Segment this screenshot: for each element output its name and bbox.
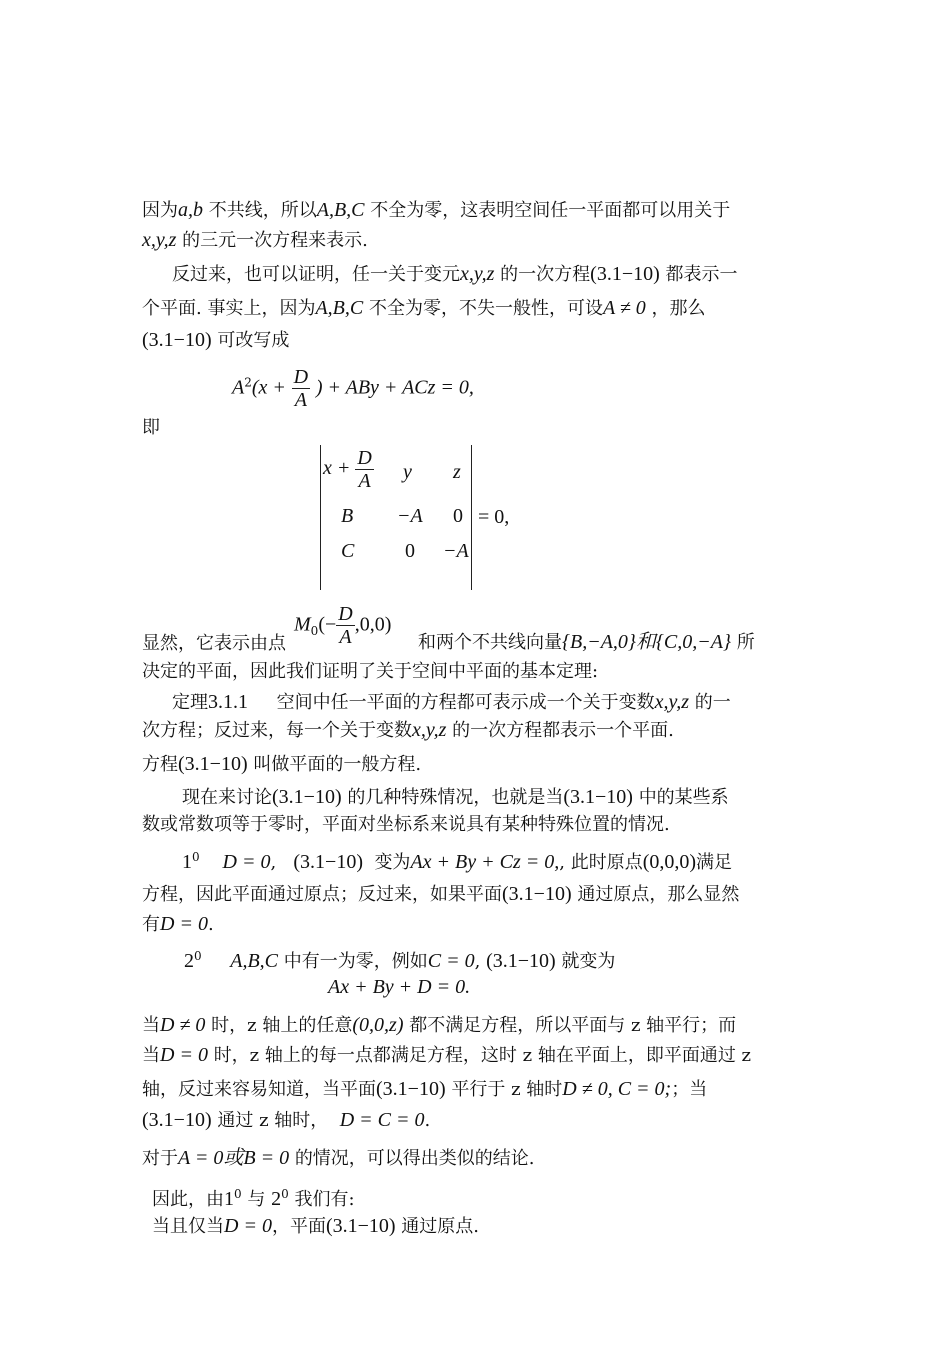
- text: 就变为: [561, 951, 616, 972]
- text: 决定的平面，因此我们证明了关于空间中平面的基本定理:: [142, 661, 599, 682]
- math: ) + ABy + ACz = 0,: [315, 376, 474, 399]
- math: (3.1−10): [142, 1109, 212, 1131]
- theorem-line-2: [142, 718, 802, 743]
- para-2-line-2: [142, 296, 802, 321]
- text: 和两个不共线向量: [418, 632, 562, 653]
- text: 中的某些系: [638, 787, 729, 808]
- math: 3.1.1: [208, 691, 248, 713]
- math: A,B,C: [230, 950, 279, 972]
- fraction: [292, 366, 310, 411]
- det-cell: [323, 447, 374, 492]
- text: ，那么: [651, 298, 706, 319]
- theorem-line-1: [172, 690, 802, 715]
- math: D ≠ 0: [160, 1014, 206, 1036]
- para-2-line-1: [172, 262, 802, 287]
- text: 与: [247, 1189, 266, 1210]
- para-6-line-1: [142, 1013, 802, 1038]
- math: 2: [184, 950, 194, 972]
- equation-1: $A^2(x$ + $\frac{D}{A}$ ) + ABy + ACz = 0,: [232, 366, 474, 411]
- math: 2: [271, 1188, 282, 1210]
- math: A: [232, 376, 245, 399]
- text: 方程，因此平面通过原点；反过来，如果平面: [142, 884, 502, 905]
- math: A,B,C: [315, 297, 364, 319]
- math: 1: [224, 1188, 234, 1210]
- math: (3.1−10): [325, 1215, 396, 1237]
- text: 即: [142, 417, 160, 438]
- math: (3.1−10): [293, 851, 363, 873]
- math: x +: [323, 457, 351, 480]
- text: 的一次方程: [500, 264, 591, 285]
- fraction: [355, 447, 373, 492]
- math: (3.1−10): [563, 786, 633, 808]
- text: 可改写成: [217, 330, 290, 351]
- text: 都不满足方程，所以平面与 z 轴平行；而: [409, 1015, 737, 1036]
- para-9: [152, 1214, 802, 1239]
- text: 方程: [142, 754, 178, 775]
- text: 此时原点: [570, 852, 643, 873]
- math: C = 0: [427, 950, 475, 972]
- text: 的几种特殊情况，也就是当: [347, 787, 564, 808]
- text: 显然，它表示由点: [142, 633, 286, 654]
- para-7: [142, 1146, 802, 1171]
- point-M0: $M_0(-$ $\frac{D}{A}$ ,0,0): [294, 603, 392, 648]
- numerator: D: [338, 603, 353, 625]
- math: (0,0,z): [352, 1014, 404, 1036]
- para-6-line-3: [142, 1077, 802, 1102]
- text: 时，z 轴上的每一点都满足方程，这时 z 轴在平面上，即平面通过 z: [213, 1045, 752, 1066]
- math: (3.1−10): [272, 786, 342, 808]
- text: 因此，由: [152, 1189, 224, 1210]
- para-3-line-2: [142, 660, 802, 684]
- text: 个平面. 事实上，因为: [142, 298, 316, 319]
- math: (3.1−10): [590, 263, 660, 285]
- det-equals: = 0,: [478, 506, 510, 528]
- text: 所: [736, 632, 755, 653]
- math: (0,0,0): [642, 851, 697, 873]
- math: Ax + By + D = 0.: [328, 976, 471, 998]
- text: 通过原点，那么显然: [577, 884, 740, 905]
- det-cell: y: [403, 461, 412, 483]
- text: 空间中任一平面的方程都可表示成一个关于变数: [276, 692, 655, 713]
- math: (3.1−10): [178, 753, 248, 775]
- numerator: D: [293, 366, 309, 388]
- math: x,y,z: [412, 719, 447, 741]
- math: D = C = 0: [339, 1109, 425, 1131]
- math: (3.1−10): [376, 1078, 446, 1100]
- text: 都表示一: [665, 264, 738, 285]
- math: (3.1−10): [502, 883, 572, 905]
- denominator: A: [339, 626, 352, 648]
- text: 反过来，也可以证明，任一关于变元: [172, 264, 460, 285]
- text: 的三元一次方程来表示.: [182, 230, 368, 251]
- text: 的情况，可以得出类似的结论.: [294, 1148, 535, 1169]
- para-6-line-4: (3.1−10) 通过 z 轴时， D = C = 0.: [142, 1109, 431, 1131]
- math: A = 0或B = 0: [178, 1147, 290, 1169]
- text: 我们有:: [294, 1189, 355, 1210]
- math: (x +: [251, 376, 286, 399]
- case-2-equation: [328, 975, 802, 1000]
- denominator: A: [358, 470, 371, 492]
- math: D = 0: [224, 1215, 272, 1237]
- denominator: A: [294, 389, 307, 411]
- det-cell: −A: [397, 505, 423, 527]
- math: Ax + By + Cz = 0,: [410, 851, 560, 873]
- case-1-line-1: $1^0$ D = 0, (3.1−10) 变为Ax + By + Cz = 0,, 此时原点(0,0,0)满足: [182, 850, 733, 873]
- math: A,B,C: [316, 199, 365, 221]
- para-2-line-3: [142, 328, 802, 353]
- fraction: [336, 603, 354, 648]
- case-1-line-3: 有D = 0.: [142, 913, 214, 935]
- para-1-line-2: [142, 228, 802, 253]
- text: 数或常数项等于零时，平面对坐标系来说具有某种特殊位置的情况.: [142, 814, 670, 835]
- case-2-line-1: $2^0$ A,B,C 中有一为零，例如C = 0, (3.1−10) 就变为: [184, 949, 616, 972]
- math: 1: [182, 851, 192, 873]
- text: 定理: [172, 692, 208, 713]
- case-1-line-2: [142, 882, 802, 907]
- text: 通过原点.: [401, 1216, 480, 1237]
- math: (3.1−10): [142, 329, 212, 351]
- det-cell: B: [341, 505, 354, 527]
- text: 不全为零，不失一般性，可设: [368, 298, 603, 319]
- math: x,y,z: [142, 229, 177, 251]
- det-cell: 0: [405, 540, 415, 562]
- text: 平行于 z 轴时: [451, 1079, 563, 1100]
- text: 有: [142, 914, 160, 935]
- text: 的一: [694, 692, 731, 713]
- math: x,y,z: [654, 691, 690, 713]
- math: D ≠ 0, C = 0;: [562, 1078, 672, 1100]
- text: 当且仅当: [152, 1216, 224, 1237]
- text: 变为: [374, 852, 411, 873]
- text: 满足: [696, 852, 733, 873]
- text: 时，z 轴上的任意: [211, 1015, 353, 1036]
- text: 不全为零，这表明空间任一平面都可以用关于: [370, 200, 731, 221]
- math: (3.1−10): [486, 950, 556, 972]
- text: 对于: [142, 1148, 178, 1169]
- det-cell: −A: [443, 540, 469, 562]
- text: 通过 z 轴时，: [217, 1110, 329, 1131]
- math: {B,−A,0}和{C,0,−A}: [562, 631, 731, 653]
- para-8: 因此，由$1^0$ 与 $2^0$ 我们有:: [152, 1187, 355, 1210]
- para-6-line-2: [142, 1043, 802, 1068]
- math: x,y,z: [460, 263, 495, 285]
- det-cell: 0: [453, 505, 463, 527]
- text: ；当: [671, 1079, 708, 1100]
- math: D = 0: [160, 913, 208, 935]
- math: D = 0: [160, 1044, 208, 1066]
- para-1-line-1: [142, 198, 802, 223]
- text: 轴，反过来容易知道，当平面: [142, 1079, 376, 1100]
- text: 现在来讨论: [182, 787, 272, 808]
- text: 的一次方程都表示一个平面.: [452, 720, 674, 741]
- para-5-line-1: [182, 785, 802, 810]
- para-5-line-2: [142, 813, 802, 837]
- para-3-line-1b: [418, 630, 802, 655]
- para-4: [142, 752, 802, 777]
- numerator: D: [357, 447, 372, 469]
- text: 当: [142, 1015, 160, 1036]
- determinant: [320, 445, 472, 590]
- text: 不共线，所以: [208, 200, 317, 221]
- text: 次方程；反过来，每一个关于变数: [142, 720, 412, 741]
- text: 中有一为零，例如: [283, 951, 428, 972]
- math: D = 0: [222, 851, 271, 873]
- math: a,b: [178, 199, 203, 221]
- det-cell: C: [341, 540, 355, 562]
- ji-line: [142, 416, 802, 440]
- det-cell: z: [453, 461, 461, 483]
- text: ，平面: [271, 1216, 326, 1237]
- math: M: [294, 613, 311, 636]
- text: 叫做平面的一般方程.: [253, 754, 422, 775]
- text: 当: [142, 1045, 160, 1066]
- text: 因为: [142, 200, 178, 221]
- math: A ≠ 0: [602, 297, 646, 319]
